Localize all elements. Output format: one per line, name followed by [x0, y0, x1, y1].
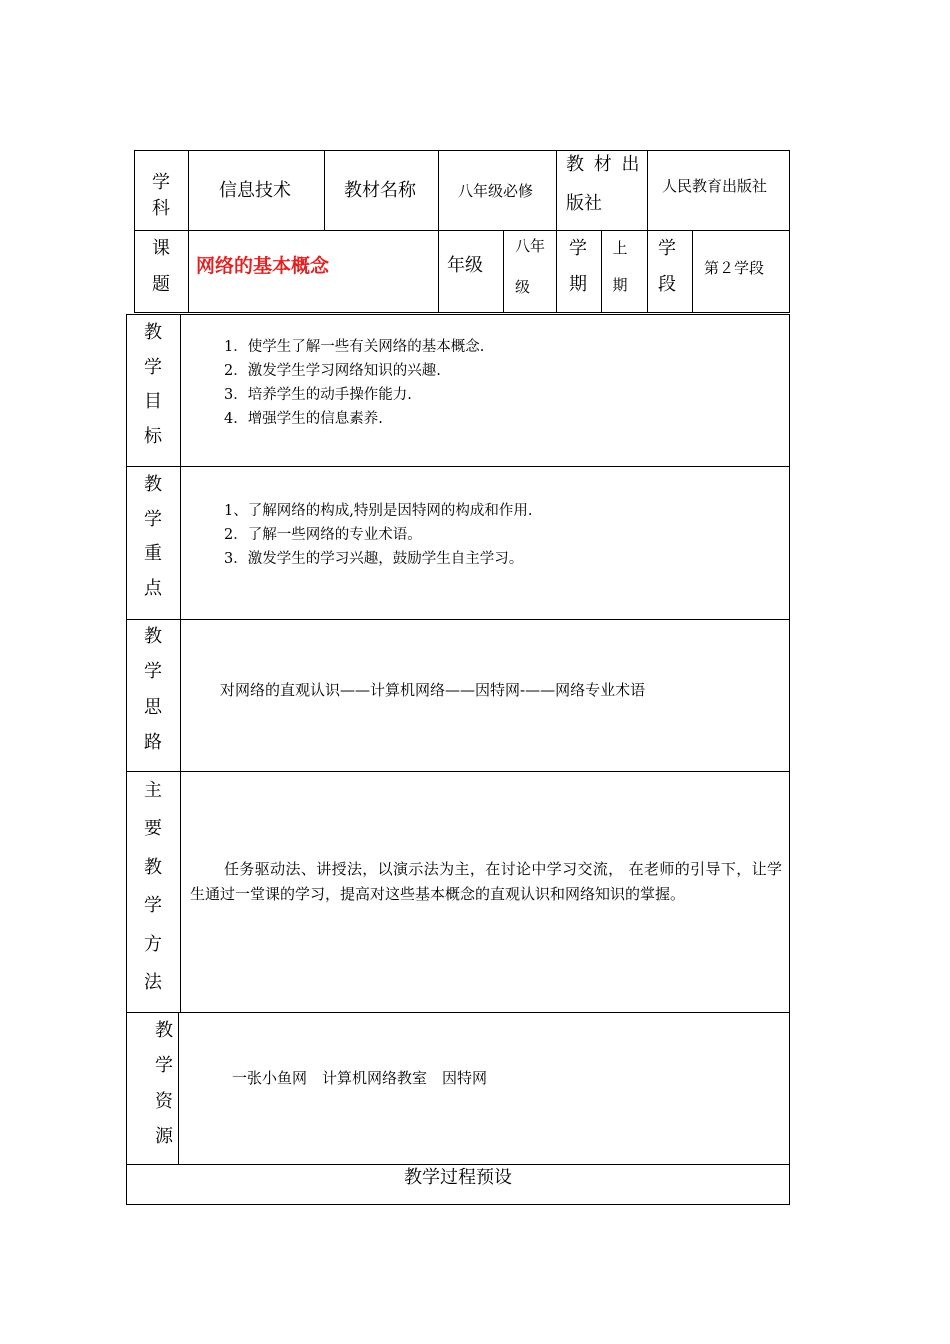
grade-value-line1: 八年: [515, 237, 546, 255]
grade-label: 年级: [447, 255, 483, 276]
topic-value: 网络的基本概念: [196, 255, 330, 277]
list-item: 1、了解网络的构成,特别是因特网的构成和作用.: [224, 503, 533, 519]
textbook-value: 八年级必修: [458, 182, 534, 200]
stage-label: 学 段: [658, 238, 676, 295]
grade-value-line2: 级: [515, 278, 531, 296]
term-value: 上 期: [612, 239, 628, 294]
objectives-label: 教 学 目 标: [144, 322, 162, 447]
list-item: 2．激发学生学习网络知识的兴趣.: [224, 363, 441, 379]
teaching-methods-label: 主 要 教 学 方 法: [144, 780, 162, 993]
teaching-resources-text: 一张小鱼网 计算机网络教室 因特网: [232, 1069, 488, 1087]
stage-value: 第２学段: [704, 259, 765, 277]
teaching-approach-label: 教 学 思 路: [144, 626, 162, 753]
teaching-process-title: 教学过程预设: [404, 1167, 512, 1188]
list-item: 3．激发学生的学习兴趣，鼓励学生自主学习。: [224, 551, 524, 567]
key-points-list: [224, 499, 532, 571]
list-item: 1．使学生了解一些有关网络的基本概念.: [224, 339, 485, 355]
list-item: 4．增强学生的信息素养.: [224, 411, 383, 427]
objectives-list: [224, 335, 484, 431]
term-label: 学 期: [569, 238, 587, 295]
publisher-label-line1: 教 材 出: [566, 154, 640, 175]
textbook-label: 教材名称: [344, 180, 416, 201]
publisher-label-line2: 版社: [566, 193, 602, 214]
subject-value: 信息技术: [219, 180, 291, 201]
topic-label: 课 题: [152, 238, 170, 295]
publisher-value: 人民教育出版社: [662, 177, 768, 195]
teaching-approach-text: 对网络的直观认识——计算机网络——因特网-——网络专业术语: [220, 681, 646, 699]
list-item: 2．了解一些网络的专业术语。: [224, 527, 422, 543]
key-points-label: 教 学 重 点: [144, 474, 162, 599]
teaching-methods-paragraph: 任务驱动法、讲授法，以演示法为主，在讨论中学习交流， 在老师的引导下，让学生通过一堂课的学习，提高对这些基本概念的直观认识和网络知识的掌握。: [190, 860, 782, 903]
subject-label: 学 科: [152, 172, 170, 219]
list-item: 3．培养学生的动手操作能力.: [224, 387, 412, 403]
teaching-resources-label: 教 学 资 源: [155, 1020, 173, 1147]
